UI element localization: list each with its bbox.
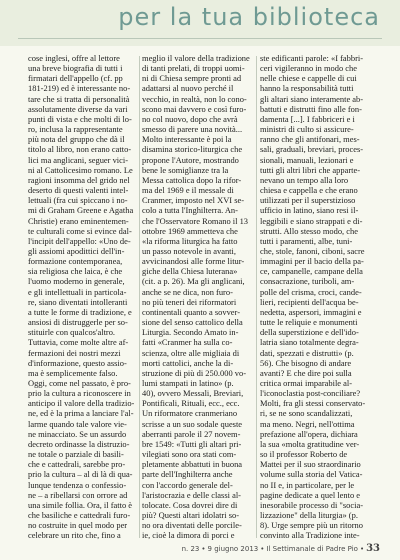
text-line: a tutte le forme di tradizione, e (28, 306, 132, 317)
footer-separator: • (201, 545, 206, 553)
text-line: d'informazione, questo assio- (28, 357, 127, 368)
text-line: ste edificanti parole: «I fabbri- (260, 53, 364, 63)
text-column-2 (142, 53, 254, 540)
text-line: propone l'Autore, mostrando (142, 154, 239, 165)
text-line: ce, campanelle, campane della (260, 266, 363, 277)
text-line: pagine dedicate a quel lento e (260, 489, 361, 500)
text-line: l'iconoclastia post-conciliare? (260, 388, 361, 399)
text-line: ceri vigileranno in modo che (260, 63, 357, 74)
text-line: ministri di culto si assicure- (260, 124, 354, 135)
text-line: l'aristocrazia e delle classi al- (142, 489, 241, 500)
text-line: della superstizione e dell'ido- (260, 327, 359, 338)
text-line: meglio il valore della tradizione (142, 53, 250, 63)
text-line: Molto interessante è poi la (142, 134, 232, 145)
text-line: lici ma anglicani, seguer vici- (28, 154, 129, 165)
text-line: che, stole, fanoni, ciboni, sacre (260, 245, 365, 256)
text-line: formazione contemporanea, (28, 256, 123, 267)
footer-separator: • (260, 545, 265, 553)
text-line: ma è semplicemente falso. (28, 367, 118, 378)
text-line: lettuali (fra cui spiccano i no- (28, 195, 128, 206)
text-line: nevano un tempo alla loro (260, 174, 349, 185)
text-line: smesso di parere una novità... (142, 124, 243, 135)
text-line: ne, ed è la prima a lanciare l'al- (28, 408, 134, 419)
text-line: adattarsi al nuovo perché il (142, 83, 234, 94)
text-line: hanno la responsabilità tutti (260, 83, 354, 94)
text-line: giche della Chiesa luterana» (142, 266, 238, 277)
text-line: struzione di più di 250.000 vo- (142, 367, 247, 378)
text-line: battuti e distrutti fino alle fon- (260, 103, 362, 114)
text-line: damenta [...]. I fabbriceri e i (260, 113, 355, 124)
text-line: che e cattedrali, sarebbe pro- (28, 459, 126, 470)
text-line: avvicinandosi alle forme litur- (142, 256, 245, 267)
text-line: continentali quanto a sovver- (142, 306, 241, 317)
text-line: ro, inclusa la rappresentante (28, 124, 123, 135)
text-line: aberranti parole il 27 novem- (142, 428, 241, 439)
text-line: utilizzati per il superstizioso (260, 195, 356, 206)
text-line: Christie) erano eminentemen- (28, 215, 129, 226)
text-line: 181-219) ed è interessante no- (28, 83, 131, 94)
text-line: vecchio, in realtà, non lo cono- (142, 93, 247, 104)
text-line: tutti i paramenti, albe, tuni- (260, 235, 353, 246)
section-title: per la tua biblioteca (118, 3, 380, 31)
text-line: te culturali come si evince dal- (28, 225, 132, 236)
text-line: Liturgia. Secondo Amato in- (142, 327, 239, 338)
text-line: scienza, oltre alle migliaia di (142, 347, 240, 358)
text-line: ni al Cattolicesimo romano. Le (28, 164, 133, 175)
text-line: l'uomo moderno in generale, (28, 276, 125, 287)
text-line: e gli intellettuali in particola- (28, 286, 127, 297)
text-line: una simile follia. Ora, il fatto è (28, 499, 133, 510)
text-line: dati, spezzati e distrutti» (p. (260, 347, 354, 358)
text-line: convinto alla Tradizione inte- (260, 530, 360, 540)
text-line: so il professor Roberto de (260, 449, 348, 460)
text-column-3 (260, 53, 376, 540)
text-line: anche se ne dica, non furo- (142, 286, 233, 297)
text-line: lizzazione" della liturgia» (p. (260, 510, 358, 521)
text-line: no II e, in particolare, per le (260, 479, 355, 490)
page-number: 33 (366, 543, 380, 554)
text-line: 8). Urge sempre più un ritorno (260, 520, 363, 531)
text-line: anticipo il valore della tradizio- (28, 398, 135, 409)
text-line: Un riformatore cranmeriano (142, 408, 238, 419)
text-line: nelle chiese e cappelle di cui (260, 73, 357, 84)
text-line: ne minacciato. Se un assurdo (28, 428, 127, 439)
footer-separator: • (359, 545, 365, 553)
text-line: ottobre 1969 ammetteva che (142, 225, 238, 236)
text-line: sione del senso cattolico della (142, 317, 243, 328)
column-divider (139, 56, 140, 538)
text-line: fatti «Cranmer ha sulla co- (142, 337, 233, 348)
text-line: sionali, manuali, lezionari e (260, 154, 354, 165)
text-line: ragioni insomma del grido nel (28, 174, 130, 185)
text-line: stituirle con qualcos'altro. (28, 327, 116, 338)
text-line: che l'Osservatore Romano il 13 (142, 215, 249, 226)
text-line: tolocate. Cosa dovrei dire di (142, 499, 238, 510)
text-line: Mattei per il suo straordinario (260, 459, 361, 470)
text-line: ne – a ribellarsi con orrore ad (28, 489, 128, 500)
text-line: ie, cioè la dimora di porci e (142, 530, 235, 540)
text-line: con l'accordo generale del- (142, 479, 233, 490)
text-line: bene le somiglianze tra la (142, 164, 229, 175)
issue-date: 9 giugno 2013 (207, 545, 259, 553)
text-line: 56). Che bisogno di andare (260, 357, 352, 368)
text-line: sali, graduali, breviari, proces- (260, 144, 364, 155)
text-line: una breve biografia di tutti i (28, 63, 123, 74)
text-line: la sua «molta gratitudine ver- (260, 438, 360, 449)
text-line: lieri, recipienti dell'acqua be- (260, 296, 359, 307)
text-line: che basiliche e cattedrali furo- (28, 510, 131, 521)
text-line: immagini per il bacio della pa- (260, 256, 364, 267)
text-line: inesorabile processo di "socia- (260, 499, 364, 510)
text-line: larme quando tale valore vie- (28, 418, 127, 429)
text-line: no più teneri dei riformatori (142, 296, 237, 307)
text-line: no ora diventati delle porcile- (142, 520, 242, 531)
text-line: bre 1549: «Tutti gli altari pri- (142, 438, 242, 449)
text-line: Messa cattolica dopo la rifor- (142, 174, 242, 185)
text-line: tare che si tratta di personalità (28, 93, 130, 104)
text-line: ufficio in latino, siano resi il- (260, 205, 359, 216)
text-line: un passo notevole in avanti, (142, 245, 236, 256)
text-line: Tuttavia, come molte altre af- (28, 337, 129, 348)
text-line: strutti. Allo stesso modo, che (260, 225, 358, 236)
text-line: assolutamente diverse da vari (28, 103, 128, 114)
text-line: polle del crisma, croci, cande- (260, 286, 362, 297)
publication-name: Il Settimanale di Padre Pio (266, 545, 358, 553)
text-line: lunque tendenza o confessio- (28, 479, 127, 490)
text-line: cose inglesi, offre al lettore (28, 53, 120, 63)
text-line: sia religiosa che laica, è che (28, 266, 123, 277)
text-line: l'incipit dell'appello: «Uno de- (28, 235, 131, 246)
text-line: gli altari siano interamente ab- (260, 93, 364, 104)
text-line: prio la cultura – al di là di qua- (28, 469, 133, 480)
text-line: prio la cultura a riconoscere in (28, 388, 131, 399)
text-line: parte dell'Inghilterra anche (142, 469, 233, 480)
text-line: no costruite in quel modo per (28, 520, 128, 531)
text-line: ma del 1969 e il messale di (142, 185, 234, 196)
text-line: celebrare un rito che, fino a (28, 530, 121, 540)
text-line: avanti? E che dire poi sulla (260, 367, 352, 378)
text-line: disamina storico-liturgica che (142, 144, 243, 155)
text-line: vilegiati sono ora stati com- (142, 449, 237, 460)
text-line: morti cattolici, anche la di- (142, 357, 234, 368)
text-line: punti di vista e che molti di lo- (28, 113, 132, 124)
text-line: consacrazione, turiboli, am- (260, 276, 355, 287)
text-line: Cranmer, imposto nel XVI se- (142, 195, 245, 206)
text-line: tutte le reliquie e monumenti (260, 317, 358, 328)
text-line: (cit. a p. 26). Ma gli anglicani, (142, 276, 245, 287)
text-line: scono mai davvero e così furo- (142, 103, 247, 114)
text-line: tutti gli altri libri che apparte- (260, 164, 361, 175)
text-line: no col nuovo, dopo che avrà (142, 113, 238, 124)
text-line: ma meno. Negri, nell'ottima (260, 418, 355, 429)
text-line: lumi stampati in latino» (p. (142, 378, 234, 388)
text-line: critica ormai imparabile al- (260, 378, 353, 388)
text-line: titolo al libro, non erano catto- (28, 144, 132, 155)
issue-number: n. 23 (181, 545, 200, 553)
text-line: firmatari dell'appello (cf. pp (28, 73, 123, 84)
text-line: latria siano totalmente degra- (260, 337, 359, 348)
text-line: chiesa e cappella e che erano (260, 185, 358, 196)
page-footer (182, 543, 380, 554)
column-divider (256, 56, 257, 538)
text-line: nedetta, aspersori, immagini e (260, 306, 362, 317)
text-line: decreto ordinasse la distruzio- (28, 438, 130, 449)
header-divider (18, 38, 382, 39)
text-line: «la riforma liturgica ha fatto (142, 235, 238, 246)
text-line: colo a tutta l'Inghilterra. An- (142, 205, 238, 216)
text-line: volume sulla storia del Vatica- (260, 469, 363, 480)
text-line: Oggi, come nel passato, è pro- (28, 378, 131, 388)
text-line: ranno che gli antifonari, mes- (260, 134, 360, 145)
text-line: ni di Chiesa sempre pronti ad (142, 73, 242, 84)
text-line: leggibili e siano strappati e di- (260, 215, 363, 226)
text-line: mi di Graham Greene e Agatha (28, 205, 134, 216)
text-line: pletamente abbattuti in buona (142, 459, 243, 470)
text-line: ansiosi di distruggerle per so- (28, 317, 128, 328)
text-line: Molti, fra gli stessi conservato- (260, 398, 366, 409)
text-line: di tanti prelati, di troppi uomi- (142, 63, 245, 74)
text-line: gli assiomi apodittici dell'in- (28, 245, 125, 256)
text-line: scrisse a un suo sodale queste (142, 418, 243, 429)
text-line: fermazioni dei nostri mezzi (28, 347, 121, 358)
text-column-1 (28, 53, 138, 540)
text-line: ri, se ne sono scandalizzati, (260, 408, 353, 419)
text-line: più nota del gruppo che dà il (28, 134, 125, 145)
text-line: ne totale o parziale di basili- (28, 449, 124, 460)
text-line: 40), ovvero Messali, Breviari, (142, 388, 244, 399)
text-line: deserto di questi valenti intel- (28, 185, 129, 196)
text-line: prefazione all'opera, dichiara (260, 428, 358, 439)
text-line: re, siano diventati intolleranti (28, 296, 128, 307)
text-line: più? Questi altari idolatri so- (142, 510, 240, 521)
text-line: Pontificali, Rituali, ecc., ecc. (142, 398, 240, 409)
